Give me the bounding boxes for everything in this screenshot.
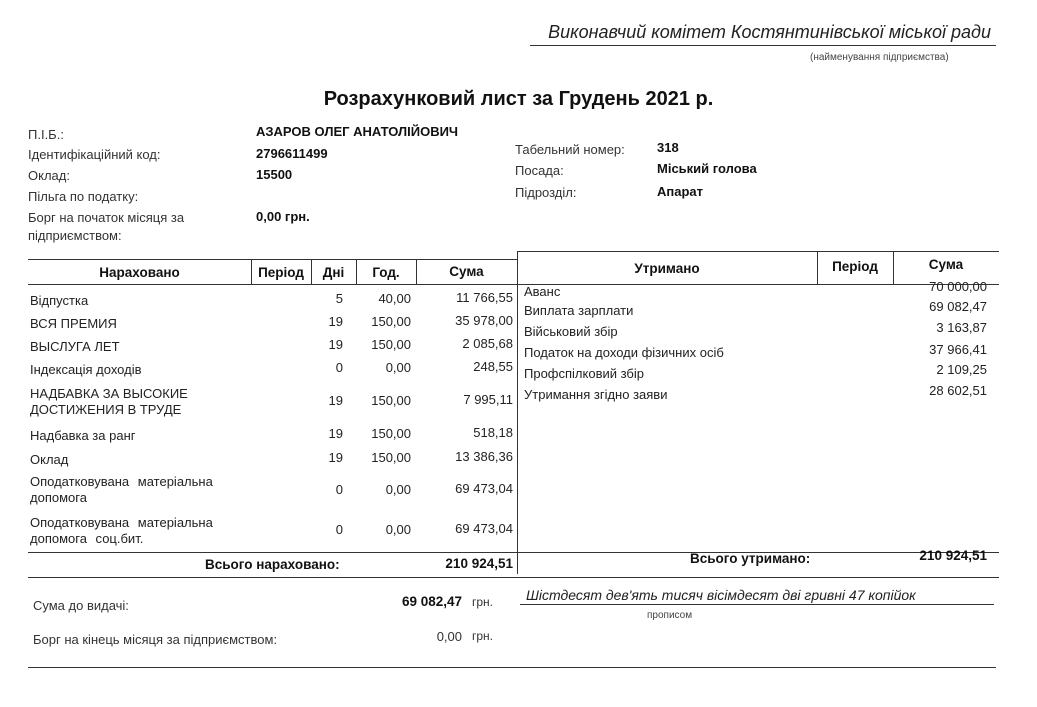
accrued-row-name: Індексація доходів [30,362,142,377]
department-label: Підрозділ: [515,185,577,200]
totals-top-line [28,552,999,553]
withheld-row-name: Аванс [524,284,561,299]
accrued-total-label: Всього нараховано: [205,557,340,572]
accrued-row-sum: 69 473,04 [455,481,513,496]
accrued-hours-header: Год. [372,265,400,280]
accrued-row-name: Оподатковувана матеріальна допомога [30,474,213,505]
withheld-row-name: Військовий збір [524,324,618,339]
accrued-row-days: 5 [335,291,343,306]
accrued-row-sum: 2 085,68 [462,336,513,351]
start-debt-value: 0,00 грн. [256,209,310,224]
accrued-row-sum: 35 978,00 [455,313,513,328]
accrued-row-sum: 69 473,04 [455,521,513,536]
accrued-row-days: 0 [335,522,343,537]
id-label: Ідентифікаційний код: [28,147,161,162]
accrued-row-days: 19 [328,393,343,408]
page-title: Розрахунковий лист за Грудень 2021 р. [323,88,714,110]
withheld-header: Утримано [634,261,700,276]
accrued-total-value: 210 924,51 [445,556,513,571]
start-debt-label-2: підприємством: [28,228,122,243]
tab-number-label: Табельний номер: [515,142,625,157]
accrued-row-days: 19 [328,426,343,441]
payout-label: Сума до видачі: [33,598,129,613]
end-debt-label: Борг на кінець місяця за підприємством: [33,632,278,647]
withheld-row-name: Профспілковий збір [524,366,644,381]
totals-bottom-line [28,577,999,578]
accrued-row-hours: 0,00 [385,482,411,497]
organization-underline [530,45,996,46]
withheld-row-name: Утримання згідно заяви [524,387,668,402]
accrued-row-sum: 13 386,36 [455,449,513,464]
withheld-row-name: Податок на доходи фізичних осіб [524,345,724,360]
accrued-row-hours: 150,00 [371,314,411,329]
payout-in-words: Шістдесят дев'ять тисяч вісімдесят дві гривні 47 копійок [526,587,916,603]
payout-words-caption: прописом [647,610,693,621]
accrued-row-name: Оподатковувана матеріальна допомога соц.бит. [30,515,213,546]
table-divider [517,251,518,574]
position-value: Міський голова [657,161,757,176]
withheld-row-name: Виплата зарплати [524,303,634,318]
salary-label: Оклад: [28,168,70,183]
withheld-row-sum: 37 966,41 [929,342,987,357]
employee-salary: 15500 [256,167,293,182]
organization-name: Виконавчий комітет Костянтинівської міської ради [548,22,991,42]
payout-currency: грн. [472,595,494,609]
accrued-header-top-line [28,259,518,260]
accrued-row-name: Оклад [30,452,69,467]
withheld-row-sum: 28 602,51 [929,383,987,398]
accrued-row-sum: 248,55 [473,359,513,374]
accrued-row-days: 19 [328,337,343,352]
accrued-row-name: Відпустка [30,293,89,308]
position-label: Посада: [515,163,564,178]
payout-value: 69 082,47 [401,594,462,609]
withheld-total-label: Всього утримано: [690,551,811,566]
accrued-row-hours: 0,00 [385,360,411,375]
employee-name: АЗАРОВ ОЛЕГ АНАТОЛІЙОВИЧ [256,124,459,139]
department-value: Апарат [657,184,704,199]
start-debt-label-1: Борг на початок місяця за [28,210,185,225]
accrued-row-days: 0 [335,360,343,375]
withheld-sum-header: Сума [928,257,964,272]
withheld-row-sum: 2 109,25 [936,362,987,377]
name-label: П.І.Б.: [28,127,64,142]
end-debt-currency: грн. [472,629,494,643]
end-debt-value: 0,00 [436,629,462,644]
accrued-row-name: НАДБАВКА ЗА ВЫСОКИЕ ДОСТИЖЕНИЯ В ТРУДЕ [30,386,188,417]
withheld-row-sum: 3 163,87 [936,320,987,335]
tab-number: 318 [657,140,679,155]
withheld-total-value: 210 924,51 [919,548,987,563]
footer-bottom-line [28,667,996,668]
accrued-row-hours: 0,00 [385,522,411,537]
accrued-row-days: 19 [328,314,343,329]
accrued-row-sum: 7 995,11 [463,392,513,407]
payout-words-underline [520,604,994,605]
accrued-row-name: Надбавка за ранг [30,428,136,443]
employee-id: 2796611499 [256,146,328,161]
withheld-row-sum: 70 000,00 [929,279,987,294]
accrued-row-hours: 150,00 [371,450,411,465]
table-header-bottom-line [28,284,999,285]
withheld-period-header: Період [832,259,878,274]
withheld-header-top-line [517,251,999,252]
accrued-sum-header: Сума [449,264,484,279]
accrued-row-days: 19 [328,450,343,465]
accrued-days-header: Дні [322,265,345,280]
accrued-row-name: ВСЯ ПРЕМИЯ [30,316,117,331]
accrued-row-hours: 150,00 [371,393,411,408]
organization-caption: (найменування підприємства) [810,52,949,63]
accrued-period-header: Період [258,265,304,280]
accrued-row-hours: 40,00 [378,291,411,306]
accrued-header: Нараховано [99,265,180,280]
accrued-row-name: ВЫСЛУГА ЛЕТ [30,339,120,354]
accrued-row-days: 0 [335,482,343,497]
withheld-row-sum: 69 082,47 [929,299,987,314]
accrued-row-sum: 11 766,55 [456,290,513,305]
accrued-row-hours: 150,00 [371,337,411,352]
accrued-row-hours: 150,00 [371,426,411,441]
accrued-row-sum: 518,18 [473,425,513,440]
tax-benefit-label: Пільга по податку: [28,189,139,204]
